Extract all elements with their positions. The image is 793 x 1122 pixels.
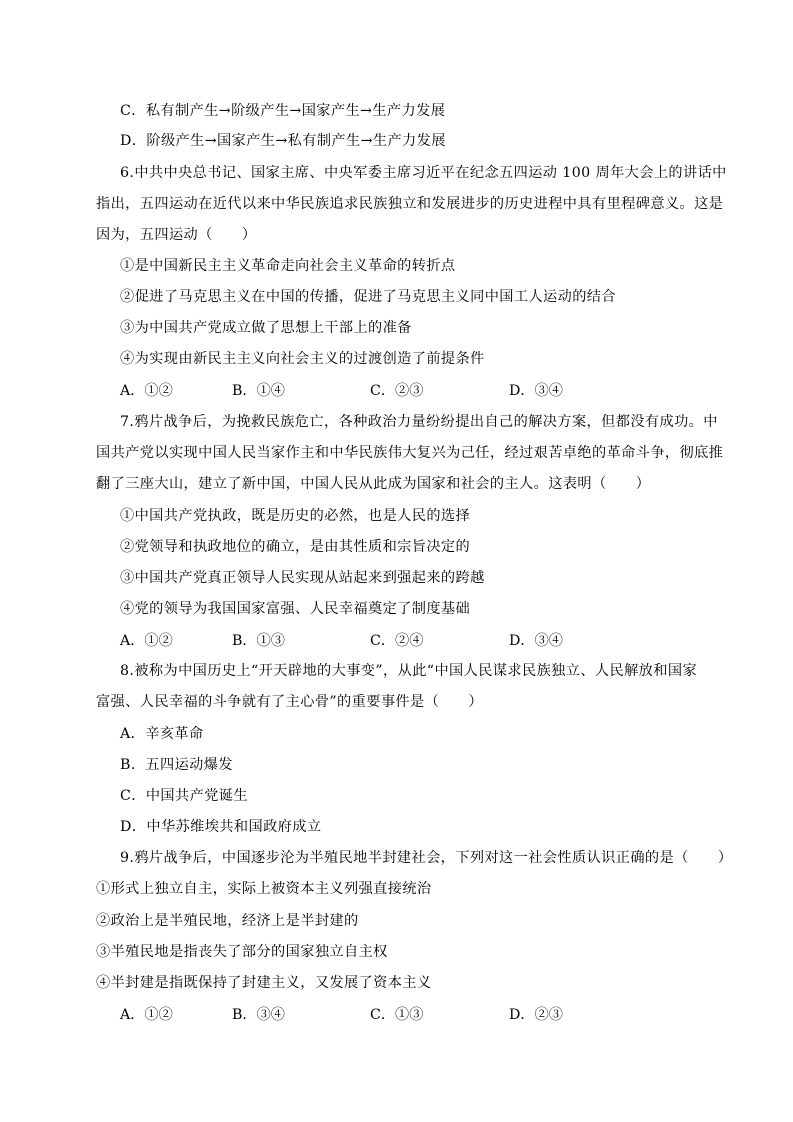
- q8-stem-line-1: 8.被称为中国历史上“开天辟地的大事变”，从此“中国人民谋求民族独立、人民解放和国家: [120, 663, 698, 679]
- q7-item-4: ④党的领导为我国国家富强、人民幸福奠定了制度基础: [120, 601, 471, 617]
- q6-option-b: B．①④: [232, 383, 285, 399]
- q8-option-b: B．五四运动爆发: [120, 757, 233, 773]
- q9-option-b: B．③④: [232, 1007, 285, 1023]
- q9-option-c: C．①③: [370, 1007, 424, 1023]
- q7-stem-line-1: 7.鸦片战争后，为挽救民族危亡，各种政治力量纷纷提出自己的解决方案，但都没有成功。中: [120, 414, 718, 430]
- q5-option-c: C．私有制产生→阶级产生→国家产生→生产力发展: [120, 103, 446, 119]
- q7-options: [0, 631, 793, 651]
- q6-option-d: D．③④: [509, 383, 563, 399]
- q8-option-c: C．中国共产党诞生: [120, 788, 248, 804]
- q7-item-1: ①中国共产党执政，既是历史的必然，也是人民的选择: [120, 508, 471, 524]
- q7-option-b: B．①③: [232, 633, 285, 649]
- q7-item-3: ③中国共产党真正领导人民实现从站起来到强起来的跨越: [120, 570, 485, 586]
- q9-item-1: ①形式上独立自主，实际上被资本主义列强直接统治: [96, 881, 432, 897]
- q7-item-2: ②党领导和执政地位的确立，是由其性质和宗旨决定的: [120, 539, 471, 555]
- q6-option-c: C．②③: [370, 383, 424, 399]
- q6-options: [0, 381, 793, 401]
- q9-item-4: ④半封建是指既保持了封建主义，又发展了资本主义: [96, 975, 432, 991]
- q9-options: [0, 1005, 793, 1025]
- q9-option-a: A．①②: [120, 1007, 173, 1023]
- q9-item-2: ②政治上是半殖民地，经济上是半封建的: [96, 913, 359, 929]
- q6-item-3: ③为中国共产党成立做了思想上干部上的准备: [120, 320, 412, 336]
- q7-stem-line-3: 翻了三座大山，建立了新中国，中国人民从此成为国家和社会的主人。这表明（ ）: [96, 476, 651, 492]
- q6-stem-line-1: 6.中共中央总书记、国家主席、中央军委主席习近平在纪念五四运动 100 周年大会上的讲话中: [120, 165, 727, 181]
- q6-stem-line-2: 指出，五四运动在近代以来中华民族追求民族独立和发展进步的历史进程中具有里程碑意义。这是: [96, 196, 724, 212]
- q7-stem-line-2: 国共产党以实现中国人民当家作主和中华民族伟大复兴为己任，经过艰苦卓绝的革命斗争，彻底推: [96, 445, 724, 461]
- q8-stem-line-2: 富强、人民幸福的斗争就有了主心骨”的重要事件是（ ）: [96, 694, 483, 710]
- q6-option-a: A．①②: [120, 383, 173, 399]
- q7-option-c: C．②④: [370, 633, 424, 649]
- q6-item-2: ②促进了马克思主义在中国的传播，促进了马克思主义同中国工人运动的结合: [120, 289, 616, 305]
- q9-stem-line-1: 9.鸦片战争后，中国逐步沦为半殖民地半封建社会，下列对这一社会性质认识正确的是（ ）: [120, 850, 733, 866]
- q8-option-d: D．中华苏维埃共和国政府成立: [120, 819, 322, 835]
- q9-item-3: ③半殖民地是指丧失了部分的国家独立自主权: [96, 944, 388, 960]
- q8-option-a: A．辛亥革命: [120, 726, 204, 742]
- q6-stem-line-3: 因为，五四运动（ ）: [96, 227, 257, 243]
- q7-option-a: A．①②: [120, 633, 173, 649]
- q7-option-d: D．③④: [509, 633, 563, 649]
- q6-item-1: ①是中国新民主主义革命走向社会主义革命的转折点: [120, 258, 456, 274]
- q6-item-4: ④为实现由新民主主义向社会主义的过渡创造了前提条件: [120, 351, 485, 367]
- q9-option-d: D．②③: [509, 1007, 563, 1023]
- q5-option-d: D．阶级产生→国家产生→私有制产生→生产力发展: [120, 133, 446, 149]
